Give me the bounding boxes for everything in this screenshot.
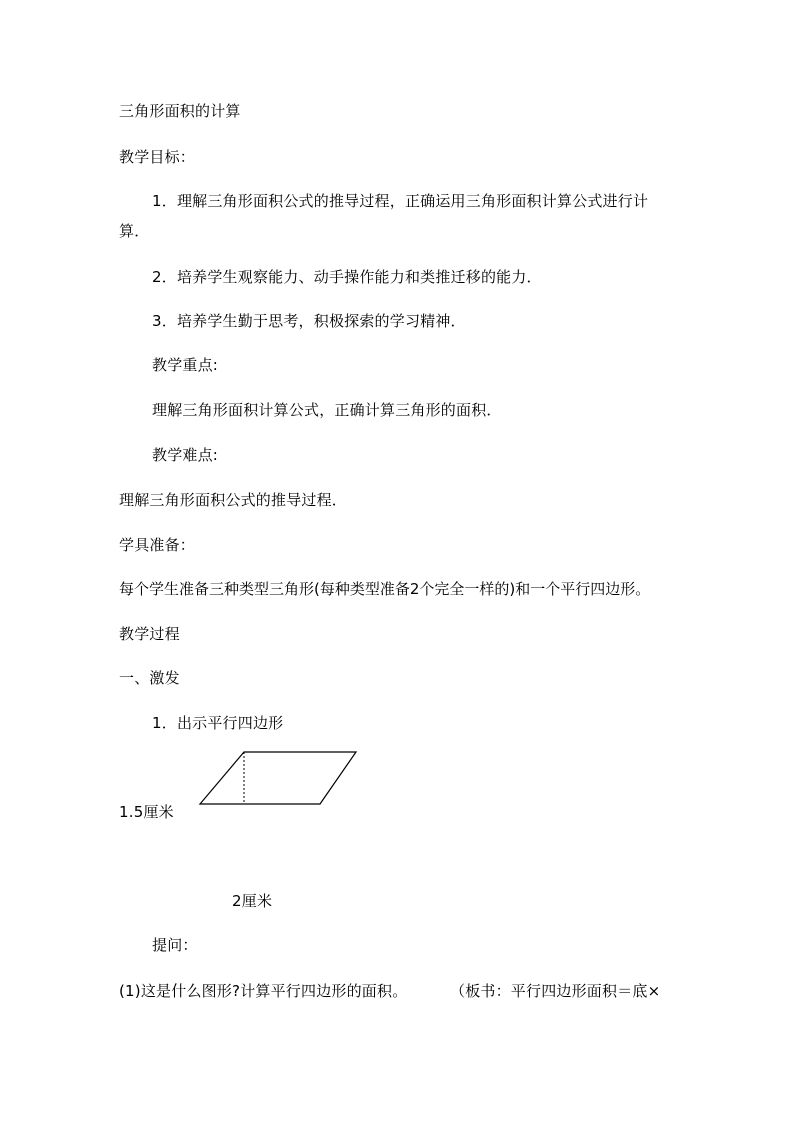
- parallelogram-shape: [200, 752, 356, 804]
- goals-heading: 教学目标：: [119, 148, 196, 166]
- figure-height-label: 1.5厘米: [119, 803, 174, 821]
- process-heading: 教学过程: [119, 625, 180, 643]
- key-point-text: 理解三角形面积计算公式，正确计算三角形的面积．: [152, 401, 502, 419]
- materials-heading: 学具准备：: [119, 536, 196, 554]
- goal-1-line-1: 1．理解三角形面积公式的推导过程，正确运用三角形面积计算公式进行计: [152, 192, 649, 210]
- question-heading: 提问：: [152, 936, 198, 954]
- goal-1-line-2: 算．: [119, 222, 150, 240]
- figure-base-label: 2厘米: [232, 892, 273, 910]
- difficulty-text: 理解三角形面积公式的推导过程．: [119, 491, 348, 509]
- materials-text: 每个学生准备三种类型三角形(每种类型准备2个完全一样的)和一个平行四边形。: [119, 580, 651, 598]
- step-1: 1．出示平行四边形: [152, 714, 284, 732]
- goal-2: 2．培养学生观察能力、动手操作能力和类推迁移的能力．: [152, 268, 542, 286]
- board-note: （板书：平行四边形面积＝底×: [450, 982, 661, 1000]
- question-1: (1)这是什么图形?计算平行四边形的面积。: [119, 982, 408, 1000]
- document-title: 三角形面积的计算: [119, 102, 241, 120]
- key-point-heading: 教学重点:: [152, 356, 219, 374]
- section-1-heading: 一、激发: [119, 669, 180, 687]
- goal-3: 3．培养学生勤于思考，积极探索的学习精神．: [152, 312, 466, 330]
- difficulty-heading: 教学难点:: [152, 446, 219, 464]
